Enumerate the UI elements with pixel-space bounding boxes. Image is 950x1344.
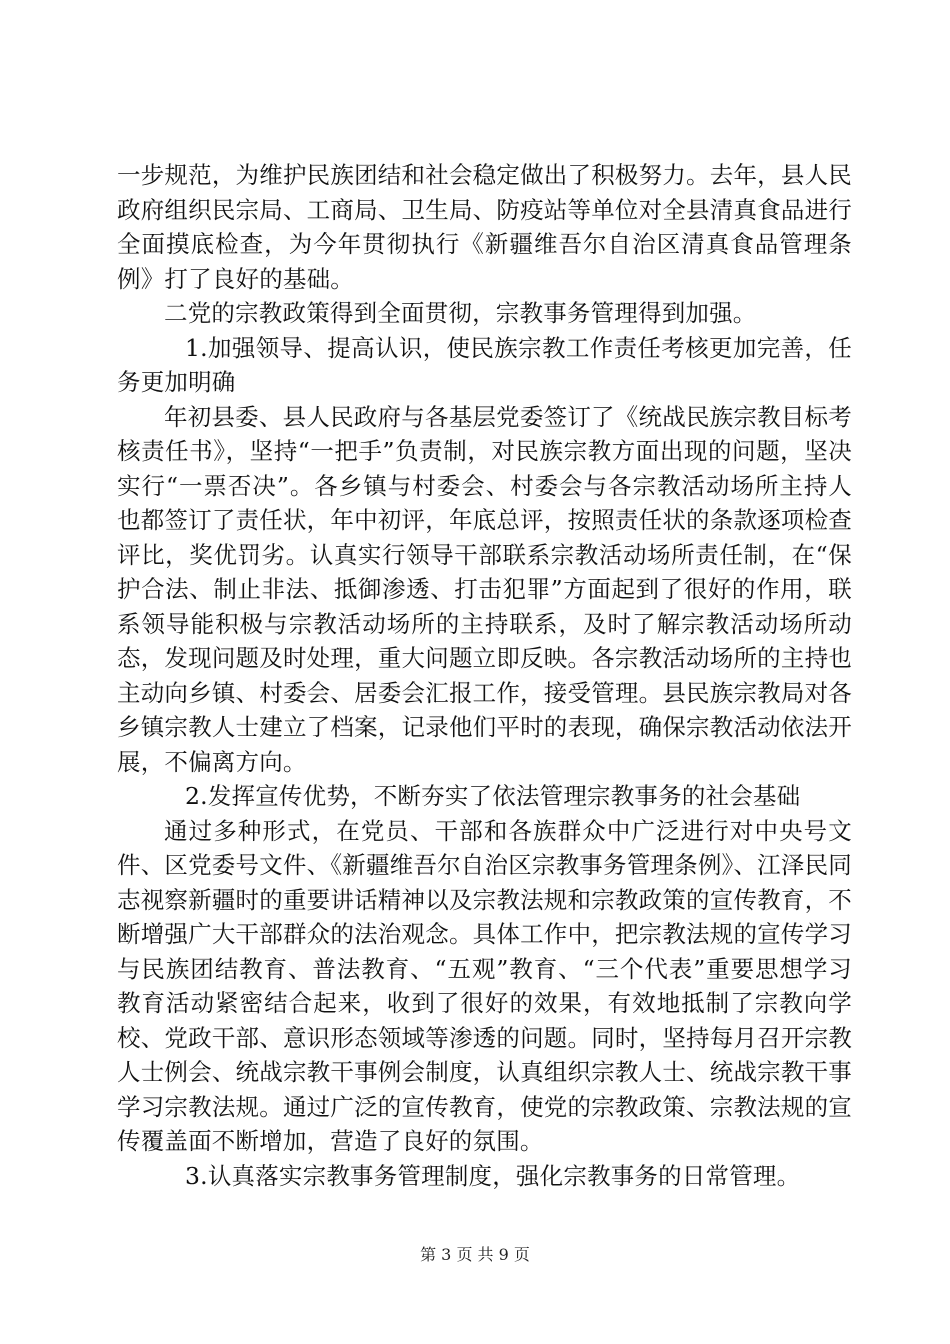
paragraph-continuation: 一步规范，为维护民族团结和社会稳定做出了积极努力。去年，县人民政府组织民宗局、工商局、卫生局、防疫站等单位对全县清真食品进行全面摸底检查，为今年贯彻执行《新疆维吾尔自治区清真食品管理条例》打了良好的基础。 (117, 161, 852, 293)
subheading-3: 3.认真落实宗教事务管理制度，强化宗教事务的日常管理。 (185, 1161, 801, 1190)
paragraph-responsibility: 年初县委、县人民政府与各基层党委签订了《统战民族宗教目标考核责任书》，坚持“一把手”负责制，对民族宗教方面出现的问题，坚决实行“一票否决”。各乡镇与村委会、村委会与各宗教活动场所主持人也都签订了责任状，年中初评，年底总评，按照责任状的条款逐项检查评比，奖优罚劣。认真实行领导干部联系宗教活动场所责任制，在“保护合法、制止非法、抵御渗透、打击犯罪”方面起到了很好的作用，联系领导能积极与宗教活动场所的主持联系，及时了解宗教活动场所动态，发现问题及时处理，重大问题立即反映。各宗教活动场所的主持也主动向乡镇、村委会、居委会汇报工作，接受管理。县民族宗教局对各乡镇宗教人士建立了档案，记录他们平时的表现，确保宗教活动依法开展，不偏离方向。 (117, 402, 852, 776)
paragraph-publicity: 通过多种形式，在党员、干部和各族群众中广泛进行对中央号文件、区党委号文件、《新疆维吾尔自治区宗教事务管理条例》、江泽民同志视察新疆时的重要讲话精神以及宗教法规和宗教政策的宣传教育，不断增强广大干部群众的法治观念。具体工作中，把宗教法规的宣传学习与民族团结教育、普法教育、“五观”教育、“三个代表”重要思想学习教育活动紧密结合起来，收到了很好的效果，有效地抵制了宗教向学校、党政干部、意识形态领域等渗透的问题。同时，坚持每月召开宗教人士例会、统战宗教干事例会制度，认真组织宗教人士、统战宗教干事学习宗教法规。通过广泛的宣传教育，使党的宗教政策、宗教法规的宣传覆盖面不断增加，营造了良好的氛围。 (117, 816, 852, 1155)
page-number: 第 3 页 共 9 页 (420, 1245, 530, 1264)
page-footer (0, 1242, 950, 1265)
section-heading-2: 二党的宗教政策得到全面贯彻，宗教事务管理得到加强。 (164, 299, 757, 327)
subheading-2: 2.发挥宣传优势，不断夯实了依法管理宗教事务的社会基础 (185, 782, 801, 810)
document-body (117, 158, 852, 1193)
subheading-1: 1.加强领导、提高认识，使民族宗教工作责任考核更加完善，任务更加明确 (117, 333, 852, 396)
